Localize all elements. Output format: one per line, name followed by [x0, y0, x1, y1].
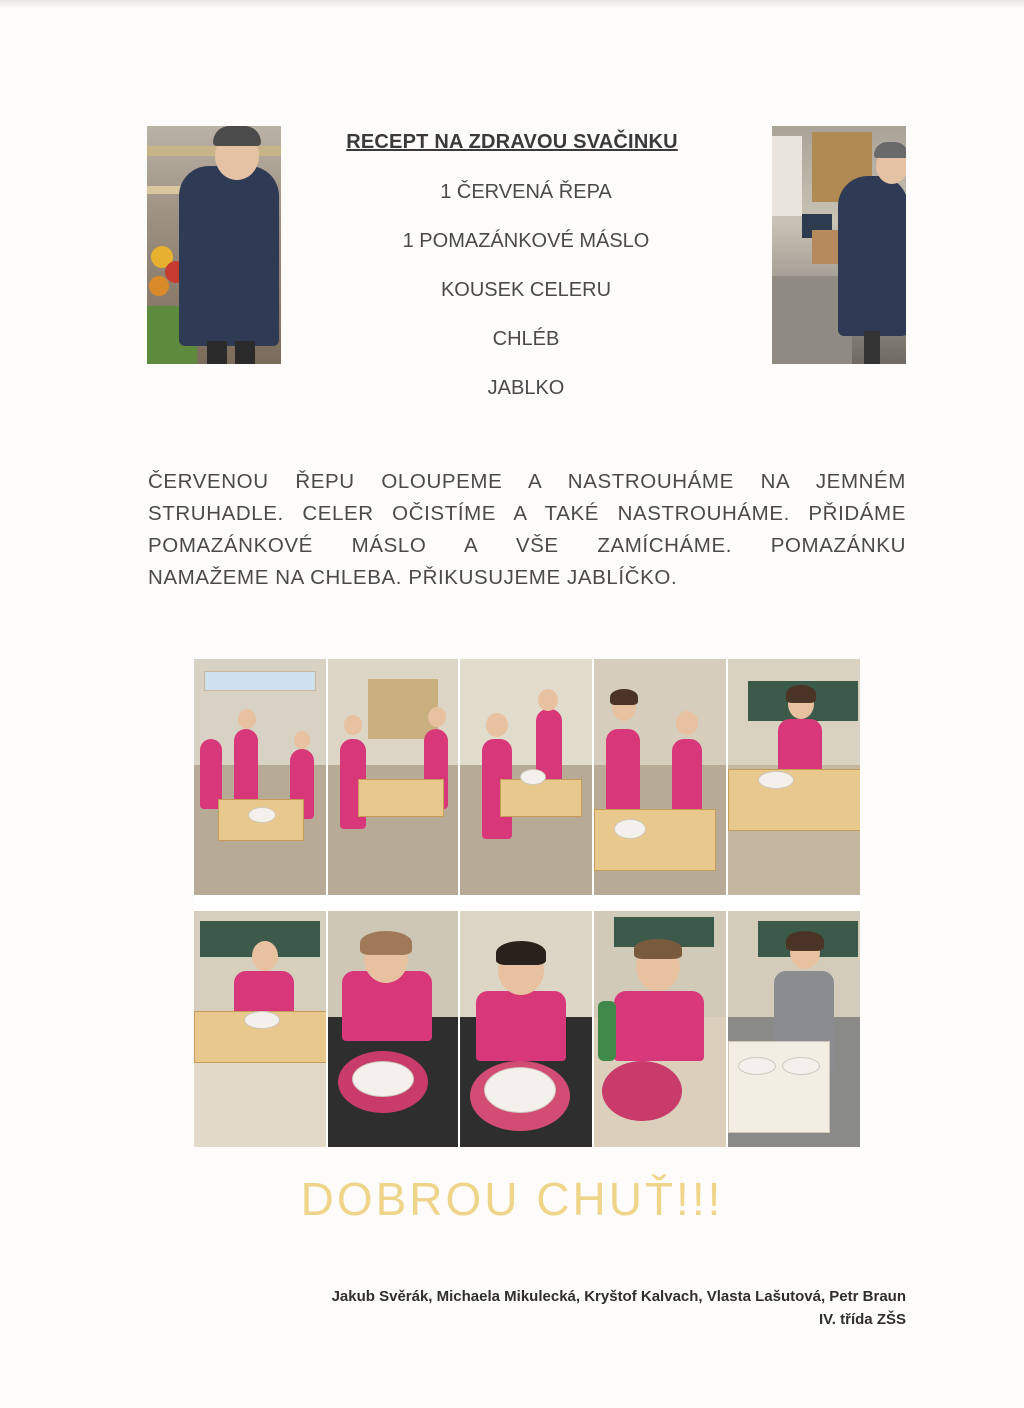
- greeting-heading: DOBROU CHUŤ!!!: [300, 1173, 724, 1225]
- method-paragraph: [148, 466, 906, 594]
- ingredient-apple: JABLKO: [487, 377, 565, 399]
- photo-girl-eating: [328, 911, 458, 1147]
- method-line: NAMAŽEME NA CHLEBA. PŘIKUSUJEME JABLÍČKO.: [148, 566, 678, 589]
- photo-girl-standing: [728, 911, 860, 1147]
- photo-spreading: [728, 659, 860, 895]
- photo-class-group: [194, 659, 326, 895]
- photo-grating: [328, 659, 458, 895]
- photo-boy-glasses: [460, 911, 592, 1147]
- photo-boy-eating: [194, 911, 326, 1147]
- photo-boy-bread: [594, 911, 726, 1147]
- method-line: STRUHADLE. CELER OČISTÍME A TAKÉ NASTROUHÁME. PŘIDÁME: [148, 502, 906, 525]
- scan-edge: [0, 0, 1024, 8]
- recipe-title: RECEPT NA ZDRAVOU SVAČINKU: [346, 131, 678, 153]
- ingredient-bread: CHLÉB: [492, 328, 560, 350]
- photo-collage: [194, 659, 860, 1147]
- credits: [332, 1285, 906, 1331]
- photo-girl-grating: [460, 659, 592, 895]
- photo-mixing: [594, 659, 726, 895]
- method-line: ČERVENOU ŘEPU OLOUPEME A NASTROUHÁME NA JEMNÉM: [148, 470, 906, 493]
- credits-names: Jakub Svěrák, Michaela Mikulecká, Kryštof Kalvach, Vlasta Lašutová, Petr Braun: [331, 1288, 906, 1305]
- method-line: POMAZÁNKOVÉ MÁSLO A VŠE ZAMÍCHÁME. POMAZÁNKU: [148, 534, 906, 557]
- credits-class: IV. třída ZŠS: [819, 1311, 906, 1328]
- ingredient-butter: 1 POMAZÁNKOVÉ MÁSLO: [402, 230, 650, 252]
- ingredient-celery: KOUSEK CELERU: [440, 279, 612, 301]
- ingredient-beetroot: 1 ČERVENÁ ŘEPA: [440, 181, 612, 203]
